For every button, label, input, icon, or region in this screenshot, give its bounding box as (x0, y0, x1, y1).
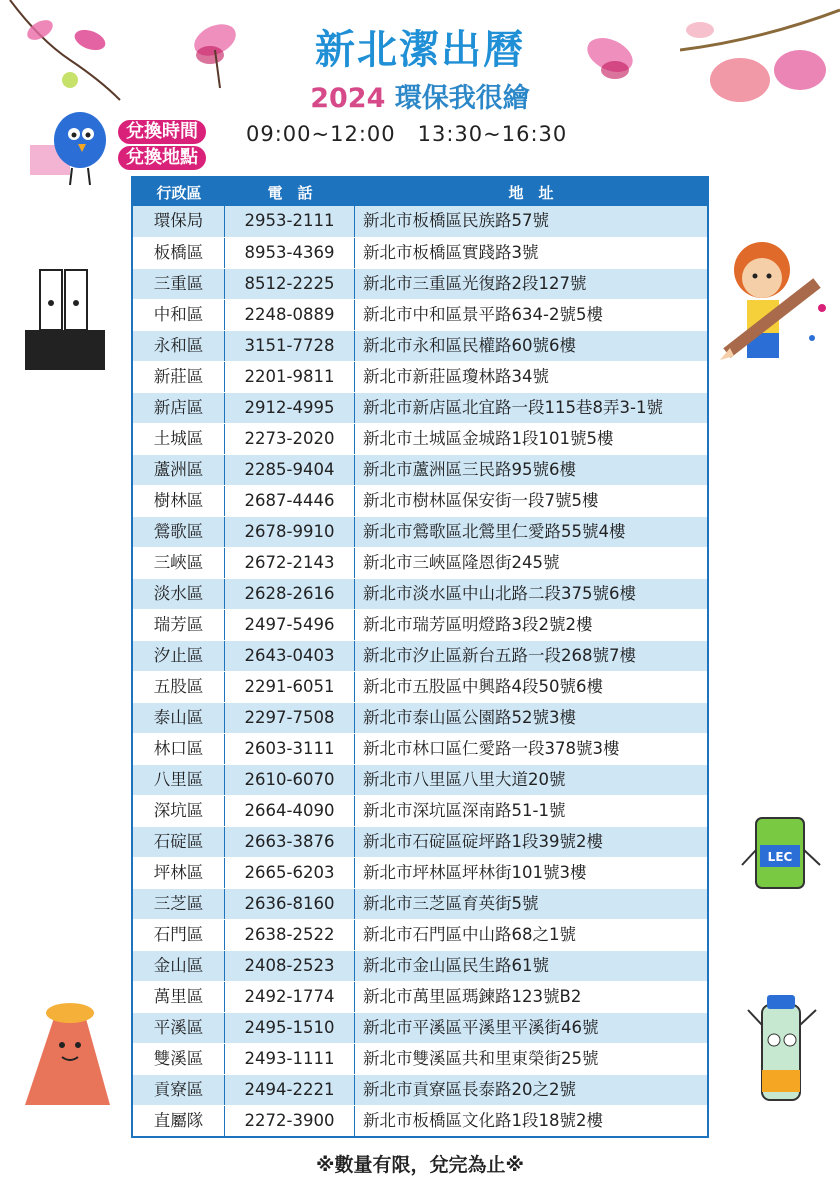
bottle-illustration-icon (742, 995, 822, 1105)
cell-address: 新北市汐止區新台五路一段268號7樓 (363, 646, 636, 665)
cell-district: 坪林區 (133, 858, 225, 888)
cell-address: 新北市蘆洲區三民路95號6樓 (363, 460, 576, 479)
cell-phone: 2201-9811 (225, 362, 355, 392)
header-address: 地 址 (508, 183, 554, 202)
table-row (133, 919, 707, 950)
cell-phone: 2912-4995 (225, 393, 355, 423)
cell-district: 環保局 (133, 206, 225, 237)
cell-district: 三峽區 (133, 548, 225, 578)
table-row (133, 888, 707, 919)
cell-address: 新北市板橋區民族路57號 (363, 211, 549, 230)
table-row (133, 578, 707, 609)
cell-address: 新北市鶯歌區北鶯里仁愛路55號4樓 (363, 522, 626, 541)
cell-phone: 2285-9404 (225, 455, 355, 485)
cell-district: 永和區 (133, 331, 225, 361)
cell-address: 新北市三峽區隆恩街245號 (363, 553, 560, 572)
cell-phone: 2643-0403 (225, 641, 355, 671)
cell-phone: 2665-6203 (225, 858, 355, 888)
cell-district: 蘆洲區 (133, 455, 225, 485)
cell-district: 汐止區 (133, 641, 225, 671)
cell-address: 新北市萬里區瑪鍊路123號B2 (363, 987, 582, 1006)
cell-phone: 2610-6070 (225, 765, 355, 795)
cell-phone: 2495-1510 (225, 1013, 355, 1043)
cell-address: 新北市土城區金城路1段101號5樓 (363, 429, 614, 448)
table-header (133, 178, 707, 206)
cell-address: 新北市板橋區文化路1段18號2樓 (363, 1111, 603, 1130)
cell-district: 直屬隊 (133, 1106, 225, 1136)
cell-phone: 2493-1111 (225, 1044, 355, 1074)
cell-district: 中和區 (133, 300, 225, 330)
table-row (133, 361, 707, 392)
cell-district: 林口區 (133, 734, 225, 764)
cell-district: 新店區 (133, 393, 225, 423)
table-row (133, 950, 707, 981)
cell-district: 鶯歌區 (133, 517, 225, 547)
cell-address: 新北市樹林區保安街一段7號5樓 (363, 491, 599, 510)
table-row (133, 1074, 707, 1105)
table-row (133, 1043, 707, 1074)
table-row (133, 237, 707, 268)
table-row (133, 392, 707, 423)
page-subtitle (0, 76, 840, 115)
table-row (133, 733, 707, 764)
table-row (133, 764, 707, 795)
cell-district: 萬里區 (133, 982, 225, 1012)
cell-phone: 2638-2522 (225, 920, 355, 950)
cell-phone: 2297-7508 (225, 703, 355, 733)
cell-phone: 2408-2523 (225, 951, 355, 981)
subtitle-phrase: 環保我很繪 (394, 83, 530, 114)
cell-district: 五股區 (133, 672, 225, 702)
header-district: 行政區 (156, 183, 202, 202)
cell-phone: 2497-5496 (225, 610, 355, 640)
cell-phone: 2291-6051 (225, 672, 355, 702)
cell-phone: 2272-3900 (225, 1106, 355, 1136)
table-row (133, 702, 707, 733)
cell-phone: 2687-4446 (225, 486, 355, 516)
cell-address: 新北市新店區北宜路一段115巷8弄3-1號 (363, 398, 663, 417)
footnote: ※數量有限，兌完為止※ (316, 1154, 524, 1176)
volcano-illustration-icon (10, 995, 120, 1110)
cell-district: 土城區 (133, 424, 225, 454)
table-row (133, 981, 707, 1012)
cell-address: 新北市永和區民權路60號6樓 (363, 336, 576, 355)
cell-phone: 8953-4369 (225, 238, 355, 268)
exchange-place-label: 兌換地點 (118, 146, 206, 170)
table-row (133, 640, 707, 671)
cell-district: 深坑區 (133, 796, 225, 826)
cell-address: 新北市石碇區碇坪路1段39號2樓 (363, 832, 603, 851)
cell-address: 新北市八里區八里大道20號 (363, 770, 566, 789)
cell-address: 新北市石門區中山路68之1號 (363, 925, 576, 944)
cell-phone: 2603-3111 (225, 734, 355, 764)
table-body (133, 206, 707, 1136)
cell-district: 平溪區 (133, 1013, 225, 1043)
cell-district: 新莊區 (133, 362, 225, 392)
cell-address: 新北市瑞芳區明燈路3段2號2樓 (363, 615, 593, 634)
table-row (133, 609, 707, 640)
cell-address: 新北市深坑區深南路51-1號 (363, 801, 566, 820)
table-row (133, 516, 707, 547)
cell-district: 石碇區 (133, 827, 225, 857)
cell-phone: 2494-2221 (225, 1075, 355, 1105)
cell-district: 雙溪區 (133, 1044, 225, 1074)
cell-address: 新北市金山區民生路61號 (363, 956, 549, 975)
cell-address: 新北市坪林區坪林街101號3樓 (363, 863, 587, 882)
cell-address: 新北市平溪區平溪里平溪街46號 (363, 1018, 599, 1037)
cell-phone: 8512-2225 (225, 269, 355, 299)
cell-district: 貢寮區 (133, 1075, 225, 1105)
cell-address: 新北市貢寮區長泰路20之2號 (363, 1080, 576, 1099)
table-row (133, 454, 707, 485)
cell-address: 新北市泰山區公園路52號3樓 (363, 708, 576, 727)
exchange-time-label: 兌換時間 (118, 120, 206, 144)
table-row (133, 206, 707, 237)
cell-district: 板橋區 (133, 238, 225, 268)
cell-district: 石門區 (133, 920, 225, 950)
table-row (133, 299, 707, 330)
cell-phone: 2663-3876 (225, 827, 355, 857)
cell-district: 瑞芳區 (133, 610, 225, 640)
cell-address: 新北市三重區光復路2段127號 (363, 274, 587, 293)
cell-phone: 2492-1774 (225, 982, 355, 1012)
location-table (131, 176, 709, 1138)
cup-illustration-icon (738, 810, 828, 895)
table-row (133, 330, 707, 361)
boy-with-pencil-icon (712, 238, 837, 383)
table-row (133, 268, 707, 299)
table-row (133, 826, 707, 857)
cell-address: 新北市雙溪區共和里東榮街25號 (363, 1049, 599, 1068)
cell-phone: 2678-9910 (225, 517, 355, 547)
cell-district: 八里區 (133, 765, 225, 795)
cell-address: 新北市新莊區瓊林路34號 (363, 367, 549, 386)
subtitle-year: 2024 (310, 83, 386, 114)
cell-district: 三重區 (133, 269, 225, 299)
cell-phone: 2273-2020 (225, 424, 355, 454)
table-row (133, 857, 707, 888)
cell-phone: 3151-7728 (225, 331, 355, 361)
cell-address: 新北市中和區景平路634-2號5樓 (363, 305, 603, 324)
exchange-time-text: 09:00~12:00 13:30~16:30 (246, 122, 568, 146)
cell-phone: 2636-8160 (225, 889, 355, 919)
cell-address: 新北市林口區仁愛路一段378號3樓 (363, 739, 620, 758)
cell-phone: 2664-4090 (225, 796, 355, 826)
cell-phone: 2628-2616 (225, 579, 355, 609)
cell-address: 新北市淡水區中山北路二段375號6樓 (363, 584, 636, 603)
cell-address: 新北市五股區中興路4段50號6樓 (363, 677, 603, 696)
cell-address: 新北市三芝區育英街5號 (363, 894, 539, 913)
table-row (133, 485, 707, 516)
page-title: 新北潔出曆 (315, 27, 525, 73)
cell-address: 新北市板橋區實踐路3號 (363, 243, 539, 262)
table-row (133, 547, 707, 578)
cell-phone: 2248-0889 (225, 300, 355, 330)
cell-district: 淡水區 (133, 579, 225, 609)
cell-district: 三芝區 (133, 889, 225, 919)
cell-phone: 2672-2143 (225, 548, 355, 578)
cell-phone: 2953-2111 (225, 206, 355, 237)
table-row (133, 423, 707, 454)
table-row (133, 1105, 707, 1136)
svg-text:LEC: LEC (767, 850, 793, 864)
table-row (133, 671, 707, 702)
cell-district: 金山區 (133, 951, 225, 981)
table-row (133, 795, 707, 826)
cell-district: 樹林區 (133, 486, 225, 516)
header-phone: 電 話 (267, 183, 313, 202)
table-row (133, 1012, 707, 1043)
cell-district: 泰山區 (133, 703, 225, 733)
window-illustration-icon (15, 265, 110, 375)
